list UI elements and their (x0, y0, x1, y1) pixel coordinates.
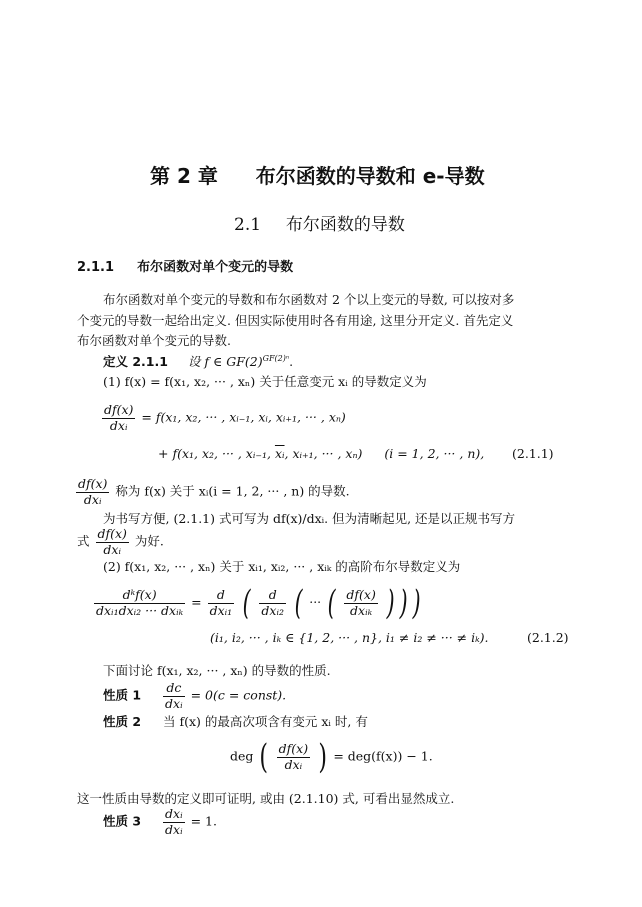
section-title: 布尔函数的导数 (285, 215, 405, 235)
left-paren-1: ( (242, 583, 251, 623)
left-paren-3: ( (327, 583, 336, 623)
definition-superscript: GF(2)ⁿ (262, 354, 290, 363)
after-eq1-numerator: df(x) (78, 476, 108, 491)
eq1-rhs-line2-post: , xᵢ₊₁, ··· , xₙ) (284, 446, 363, 461)
property-1-fraction (163, 682, 185, 710)
intro-line-2: 个变元的导数一起给出定义. 但因实际使用时各有用途, 这里分开定义. 首先定义 (77, 313, 514, 328)
eq2-d2-numerator: d (259, 589, 286, 604)
eq2-d3-denominator: dxᵢₖ (350, 602, 373, 618)
property-1 (103, 682, 286, 710)
eq2-d1-denominator: dxᵢ₁ (209, 602, 233, 618)
definition-label: 定义 2.1.1 (103, 354, 168, 370)
property-2 (103, 716, 368, 729)
eq2-lhs-denominator: dxᵢ₁dxᵢ₂ ··· dxᵢₖ (96, 602, 184, 618)
after-eq1-denominator: dxᵢ (83, 491, 102, 507)
eq2-lhs-numerator: dᵏf(x) (94, 589, 185, 604)
section-heading (234, 210, 405, 235)
right-paren-2: ) (399, 583, 408, 623)
eq2-d3-numerator: df(x) (346, 587, 376, 602)
right-paren-1: ) (412, 583, 421, 623)
section-number: 2.1 (234, 215, 262, 235)
property-3-denominator: dxᵢ (165, 821, 183, 837)
eq1-condition: (i = 1, 2, ··· , n), (384, 446, 485, 461)
eq2-d2-denominator: dxᵢ₂ (261, 602, 284, 618)
property-2-rhs: = deg(f(x)) − 1. (333, 748, 433, 764)
note-prefix: 式 (77, 533, 90, 549)
equation-2-1-1-line2 (158, 448, 484, 461)
subsection-number: 2.1.1 (77, 260, 115, 275)
after-eq1-line (74, 478, 350, 506)
property-2-text: 当 f(x) 的最高次项含有变元 xᵢ 时, 有 (163, 714, 368, 729)
definition-statement: 设 f ∈ GF(2) (187, 354, 263, 370)
eq2-dots: ··· (309, 594, 322, 610)
chapter-heading (150, 160, 485, 189)
property-3-rhs: = 1. (190, 813, 217, 829)
property-3-label: 性质 3 (103, 813, 142, 829)
property-2-equation (230, 737, 433, 777)
eq2-d1-numerator: d (208, 589, 235, 604)
chapter-title: 布尔函数的导数和 e-导数 (255, 164, 485, 188)
eq1-rhs-line1: = f(x₁, x₂, ··· , xᵢ₋₁, xᵢ, xᵢ₊₁, ··· , xₙ) (141, 409, 346, 425)
intro-line-1: 布尔函数对单个变元的导数和布尔函数对 2 个以上变元的导数, 可以按对多 (103, 292, 515, 307)
note-line-1: 为书写方便, (2.1.1) 式可写为 df(x)/dxᵢ. 但为清晰起见, 还是以正规书写方 (103, 511, 516, 526)
eq2-d2-fraction (259, 589, 286, 617)
left-paren-2: ( (294, 583, 303, 623)
eq1-fraction (102, 404, 135, 432)
eq1-numerator: df(x) (104, 402, 134, 417)
property-2-denominator: dxᵢ (284, 756, 303, 772)
chapter-number: 第 2 章 (150, 164, 218, 188)
eq1-rhs-line2-pre: + f(x₁, x₂, ··· , xᵢ₋₁, (158, 446, 275, 461)
property-3-numerator: dxᵢ (165, 806, 183, 821)
note-numerator: df(x) (97, 526, 127, 541)
eq2-lhs-fraction (94, 589, 185, 617)
equation-2-1-2-line1 (92, 583, 424, 623)
property-2-label: 性质 2 (103, 714, 142, 729)
property-3 (103, 808, 217, 836)
intro-line-3: 布尔函数对单个变元的导数. (77, 333, 231, 348)
subsection-heading (77, 256, 293, 275)
eq2-d1-fraction (208, 589, 235, 617)
note-line-2 (77, 528, 164, 556)
right-paren-3: ) (386, 583, 395, 623)
subsection-title: 布尔函数对单个变元的导数 (137, 260, 294, 275)
after-eq1-text: 称为 f(x) 关于 xᵢ(i = 1, 2, ··· , n) 的导数. (115, 483, 350, 499)
note-fraction (96, 528, 129, 556)
eq2-d3-fraction (344, 589, 377, 617)
definition-item-2: (2) f(x₁, x₂, ··· , xₙ) 关于 xᵢ₁, xᵢ₂, ··· , xᵢₖ 的高阶布尔导数定义为 (103, 559, 461, 574)
after-eq1-fraction (76, 478, 109, 506)
equation-2-1-1-line1 (100, 404, 346, 432)
note-denominator: dxᵢ (103, 541, 121, 557)
eq2-condition: (i₁, i₂, ··· , iₖ ∈ {1, 2, ··· , n}, i₁ ≠ i₂ ≠ ··· ≠ iₖ). (210, 630, 489, 645)
definition-line: 定义 2.1.1 设 f ∈ $GF(2)^{GF(2)^n}$. (103, 354, 294, 370)
property-2-after: 这一性质由导数的定义即可证明, 或由 (2.1.10) 式, 可看出显然成立. (77, 791, 455, 806)
equation-number-2-1-2: (2.1.2) (527, 630, 569, 645)
equation-number-2-1-1: (2.1.1) (512, 446, 554, 461)
property-1-label: 性质 1 (103, 687, 142, 703)
property-2-fraction (277, 743, 310, 771)
eq1-rhs-line2-bar: $\overline{xᵢ}$ (274, 446, 285, 461)
definition-item-1: (1) f(x) = f(x₁, x₂, ··· , xₙ) 关于任意变元 xᵢ 的导数定义为 (103, 374, 427, 389)
deg-left-paren: ( (259, 737, 269, 777)
property-1-numerator: dc (163, 682, 185, 697)
eq1-denominator: dxᵢ (109, 417, 128, 433)
property-3-fraction (163, 808, 185, 836)
deg-right-paren: ) (318, 737, 328, 777)
eq2-equals: = (191, 594, 202, 610)
property-1-denominator: dxᵢ (165, 695, 183, 711)
deg-label: deg (230, 748, 254, 764)
property-1-rhs: = 0(c = const). (190, 687, 287, 703)
property-2-numerator: df(x) (278, 741, 309, 756)
properties-intro: 下面讨论 f(x₁, x₂, ··· , xₙ) 的导数的性质. (103, 663, 331, 678)
note-suffix: 为好. (134, 533, 164, 549)
